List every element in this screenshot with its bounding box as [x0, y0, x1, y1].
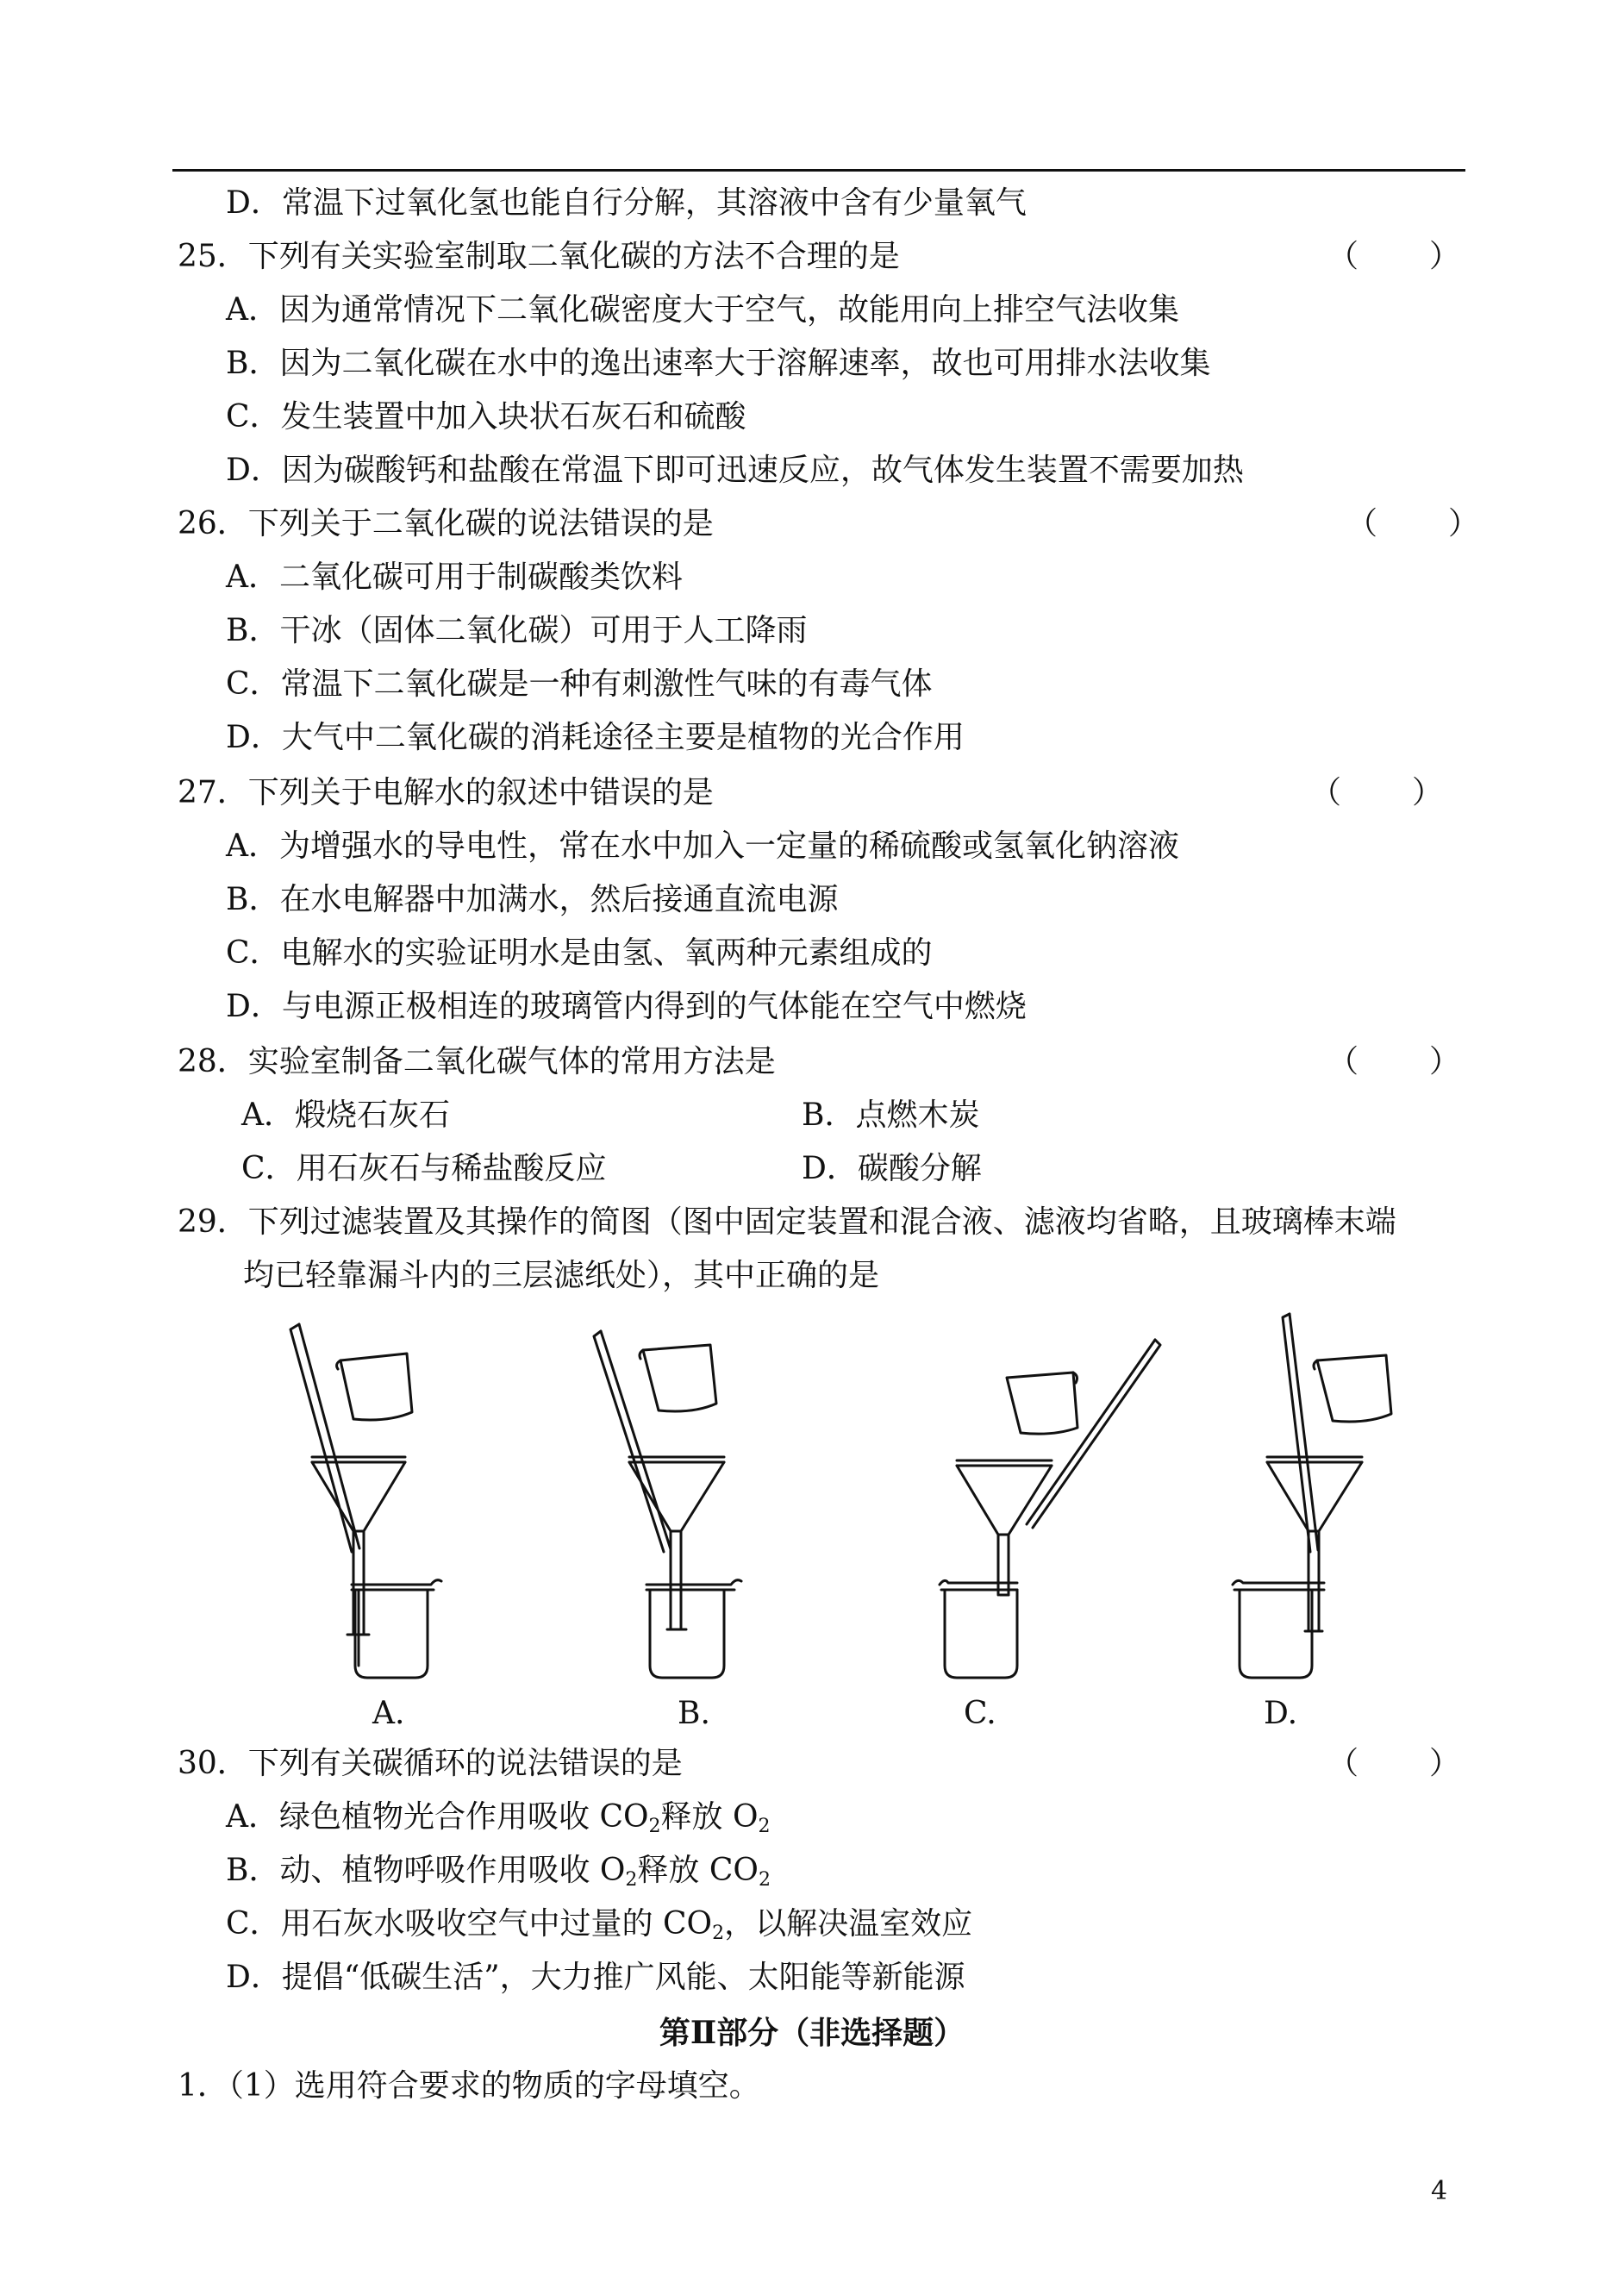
- q26-answer-paren[interactable]: （ ）: [1346, 506, 1480, 541]
- q26-option-c: C．常温下二氧化碳是一种有刺激性气味的有毒气体: [226, 666, 933, 702]
- q30-stem: 30．下列有关碳循环的说法错误的是: [178, 1746, 683, 1781]
- apparatus-d: [1233, 1314, 1391, 1678]
- page-number: 4: [1431, 2176, 1448, 2206]
- q30-option-a: A．绿色植物光合作用吸收 $CO_2$释放 $O_2$: [226, 1799, 771, 1837]
- apparatus-b: [594, 1331, 741, 1678]
- q28-stem: 28．实验室制备二氧化碳气体的常用方法是: [178, 1044, 776, 1079]
- q26-option-d: D．大气中二氧化碳的消耗途径主要是植物的光合作用: [226, 720, 965, 755]
- header-rule: [172, 169, 1465, 172]
- q25-option-b: B．因为二氧化碳在水中的逸出速率大于溶解速率，故也可用排水法收集: [226, 346, 1211, 381]
- q25-option-c: C．发生装置中加入块状石灰石和硫酸: [226, 399, 746, 435]
- filtration-diagram: [259, 1293, 1534, 1750]
- q26-stem: 26．下列关于二氧化碳的说法错误的是: [178, 506, 714, 541]
- q30-option-c: C．用石灰水吸收空气中过量的 $CO_2$，以解决温室效应: [226, 1906, 973, 1944]
- q30-option-d: D．提倡“低碳生活”，大力推广风能、太阳能等新能源: [226, 1960, 965, 1995]
- q25-answer-paren[interactable]: （ ）: [1327, 239, 1461, 274]
- q28-answer-paren[interactable]: （ ）: [1327, 1044, 1461, 1079]
- figure-label-a: A.: [372, 1696, 405, 1731]
- q25-stem: 25．下列有关实验室制取二氧化碳的方法不合理的是: [178, 239, 900, 274]
- q24-option-d: D．常温下过氧化氢也能自行分解，其溶液中含有少量氧气: [226, 185, 1027, 221]
- q28-option-d: D．碳酸分解: [802, 1151, 982, 1186]
- q29-stem-line2: 均已轻靠漏斗内的三层滤纸处），其中正确的是: [243, 1258, 880, 1293]
- q28-option-b: B．点燃木炭: [802, 1097, 980, 1133]
- apparatus-c: [940, 1340, 1160, 1678]
- q27-option-c: C．电解水的实验证明水是由氢、氧两种元素组成的: [226, 935, 933, 971]
- q27-option-d: D．与电源正极相连的玻璃管内得到的气体能在空气中燃烧: [226, 989, 1027, 1024]
- part2-question-1: 1．（1）选用符合要求的物质的字母填空。: [178, 2068, 760, 2104]
- q30-option-b: B．动、植物呼吸作用吸收 $O_2$释放 $CO_2$: [226, 1853, 771, 1891]
- figure-label-d: D.: [1264, 1696, 1298, 1731]
- section-title: 第Ⅱ部分（非选择题）: [659, 2015, 965, 2051]
- q26-option-b: B．干冰（固体二氧化碳）可用于人工降雨: [226, 613, 808, 648]
- q25-option-a: A．因为通常情况下二氧化碳密度大于空气，故能用向上排空气法收集: [226, 292, 1179, 328]
- apparatus-a: [290, 1324, 441, 1678]
- q25-option-d: D．因为碳酸钙和盐酸在常温下即可迅速反应，故气体发生装置不需要加热: [226, 453, 1244, 488]
- q27-option-a: A．为增强水的导电性，常在水中加入一定量的稀硫酸或氢氧化钠溶液: [226, 829, 1179, 864]
- q29-stem-line1: 29．下列过滤装置及其操作的简图（图中固定装置和混合液、滤液均省略，且玻璃棒末端: [178, 1204, 1396, 1240]
- q28-option-c: C．用石灰石与稀盐酸反应: [241, 1151, 607, 1186]
- q26-option-a: A．二氧化碳可用于制碳酸类饮料: [226, 560, 683, 595]
- q27-stem: 27．下列关于电解水的叙述中错误的是: [178, 775, 714, 810]
- q28-option-a: A．煅烧石灰石: [241, 1097, 450, 1133]
- q27-option-b: B．在水电解器中加满水，然后接通直流电源: [226, 882, 839, 917]
- q27-answer-paren[interactable]: （ ）: [1310, 775, 1444, 810]
- q30-answer-paren[interactable]: （ ）: [1327, 1746, 1461, 1781]
- figure-label-b: B.: [678, 1696, 710, 1731]
- figure-label-c: C.: [964, 1696, 996, 1731]
